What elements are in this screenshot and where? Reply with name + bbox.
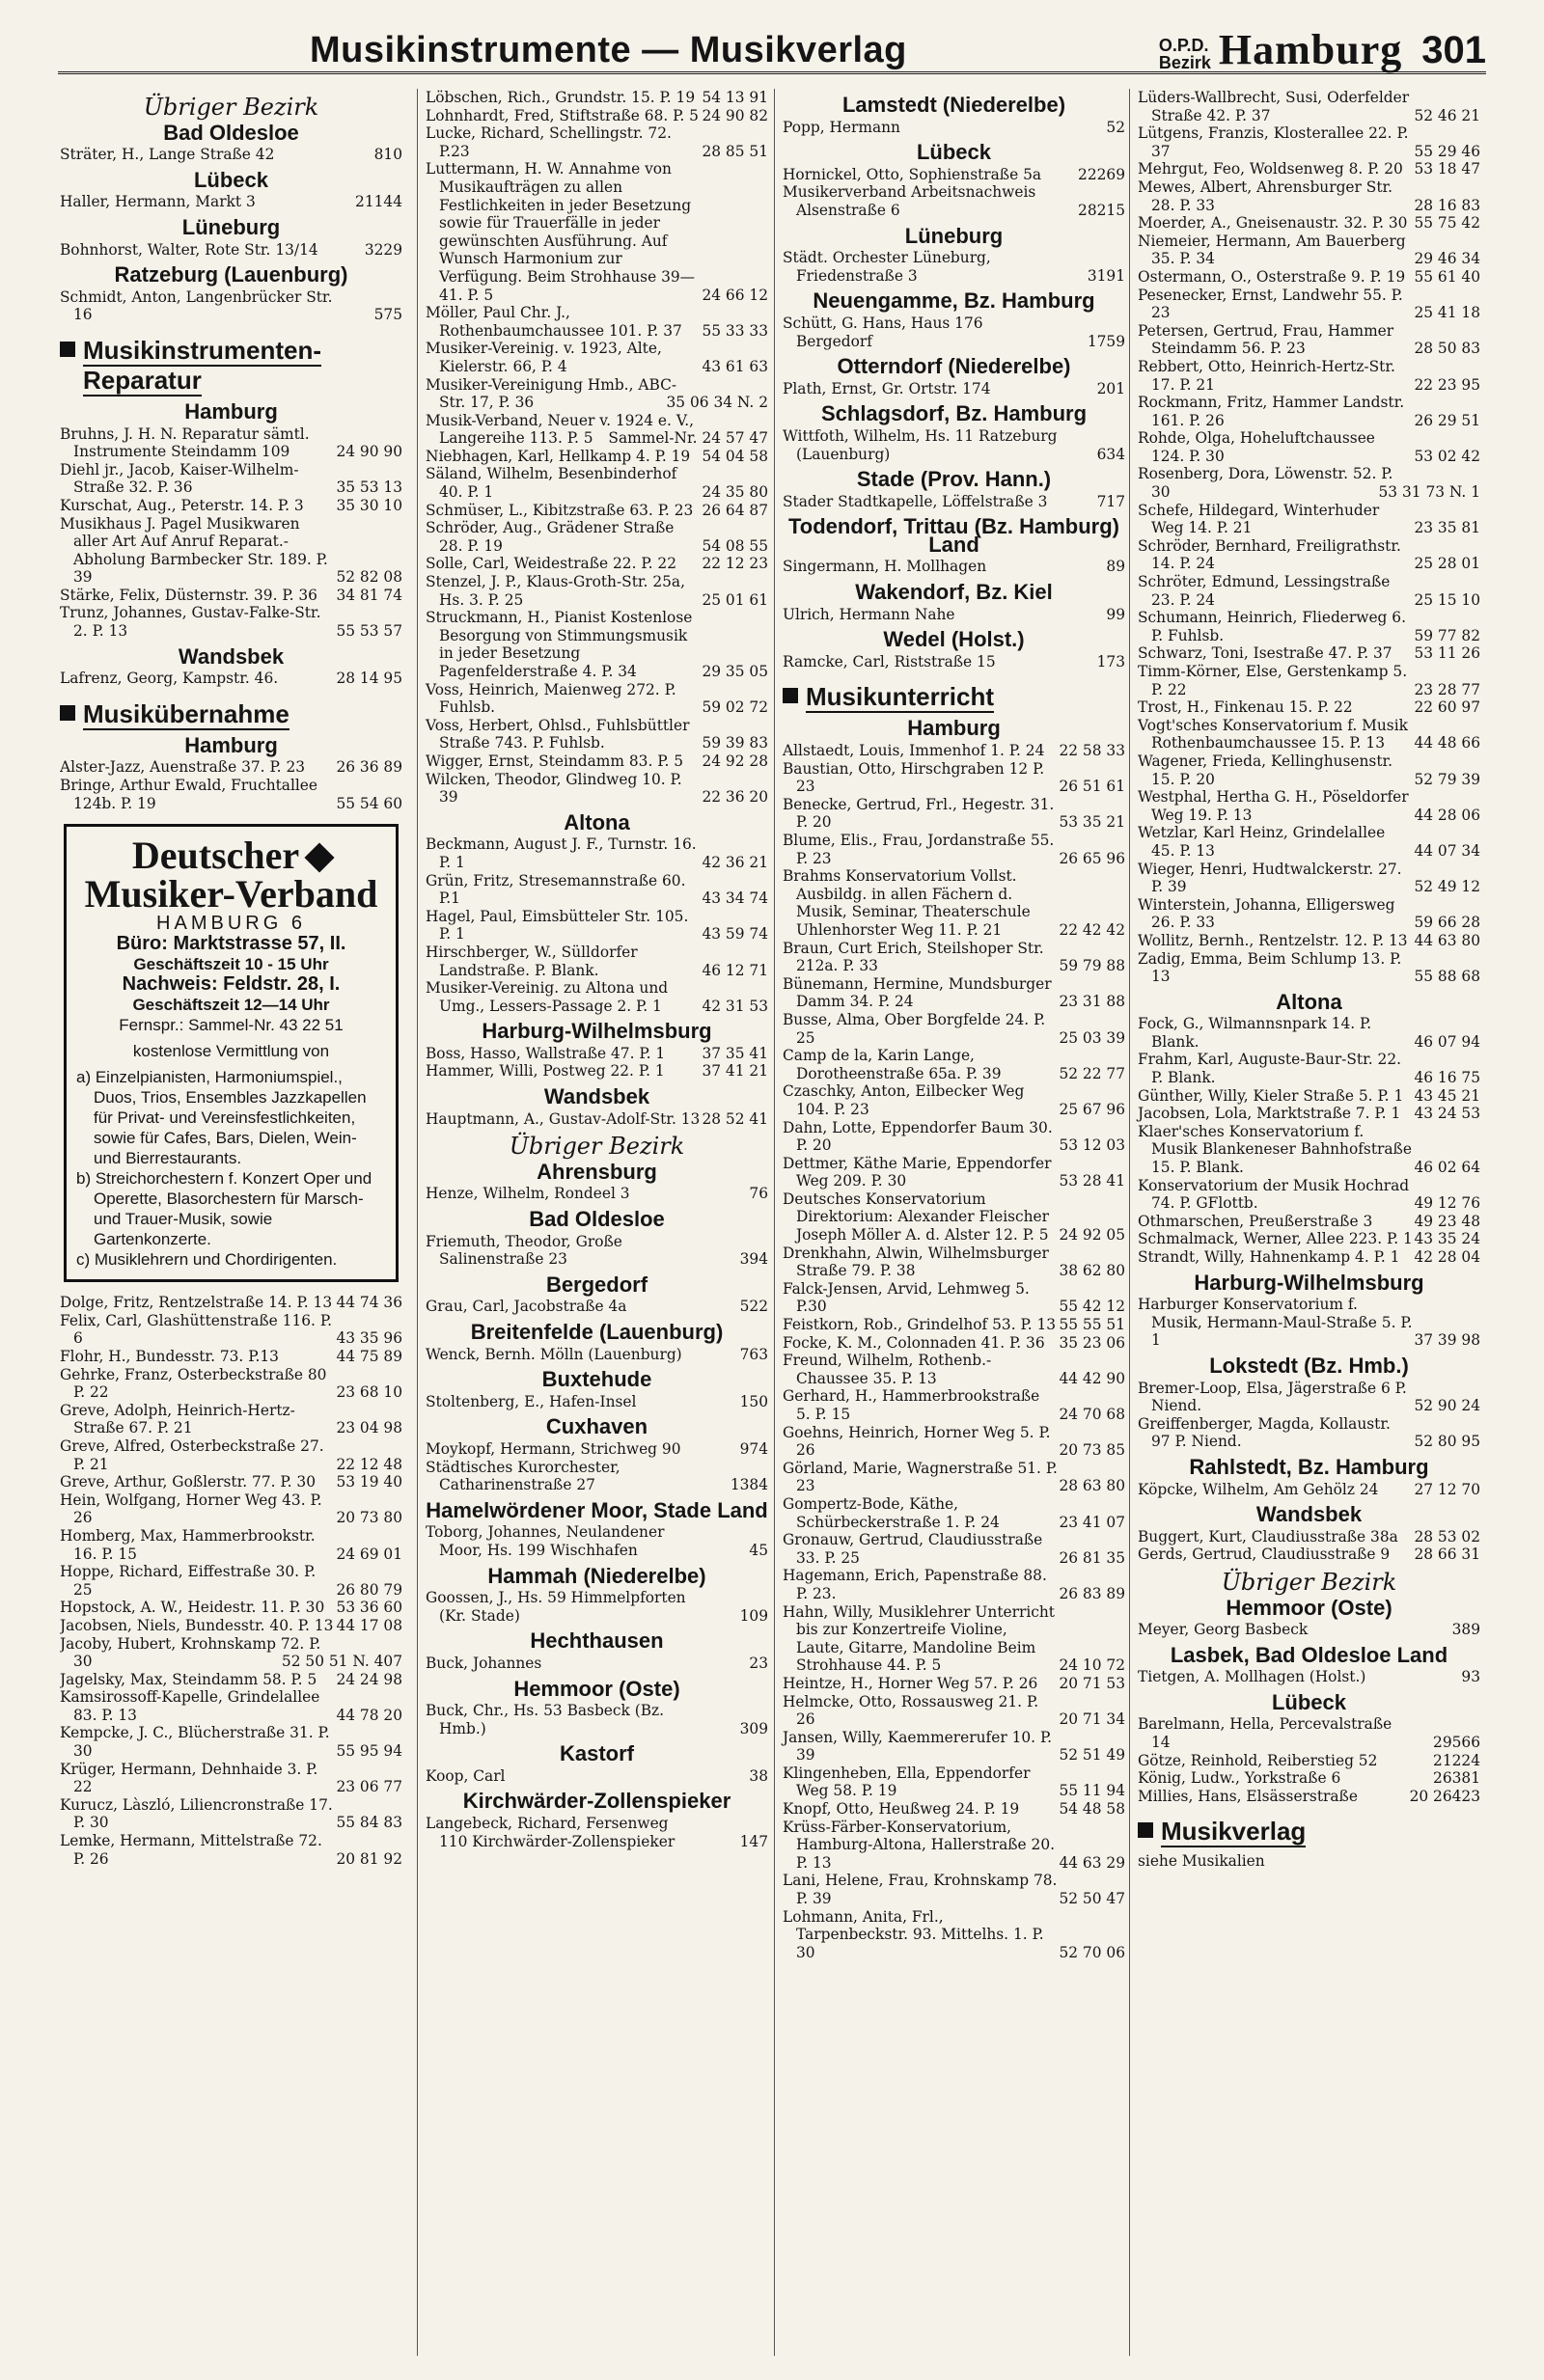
directory-entry: Grau, Carl, Jacobstraße 4a 522 [426, 1298, 768, 1316]
directory-entry: Toborg, Johannes, Neulandener Moor, Hs. 199 Wischhafen 45 [426, 1523, 768, 1559]
directory-entry: Rosenberg, Dora, Löwenstr. 52. P. 30 53 31 73 N. 1 [1138, 465, 1480, 502]
location-heading: Hemmoor (Oste) [1226, 1595, 1392, 1620]
directory-entry: Lohnhardt, Fred, Stiftstraße 68. P. 5 24 90 82 [426, 106, 768, 124]
directory-entry: Braun, Curt Erich, Steilshoper Str. 212a. P. 33 59 79 88 [783, 939, 1125, 975]
directory-entry: Busse, Alma, Ober Borgfelde 24. P. 25 25 03 39 [783, 1010, 1125, 1047]
directory-entry: Alster-Jazz, Auenstraße 37. P. 23 26 36 89 [60, 758, 402, 777]
directory-entry: Baustian, Otto, Hirschgraben 12 P. 23 26 51 61 [783, 759, 1125, 796]
directory-entry: Wieger, Henri, Hudtwalckerstr. 27. P. 39 52 49 12 [1138, 860, 1480, 896]
directory-entry: Meyer, Georg Basbeck 389 [1138, 1621, 1480, 1639]
directory-entry: Westphal, Hertha G. H., Pöseldorfer Weg 19. P. 13 44 28 06 [1138, 788, 1480, 824]
location-heading: Bad Oldesloe [529, 1207, 665, 1232]
directory-entry: Köpcke, Wilhelm, Am Gehölz 24 27 12 70 [1138, 1480, 1480, 1498]
directory-entry: Koop, Carl 38 [426, 1766, 768, 1785]
directory-entry: Stader Stadtkapelle, Löffelstraße 3 717 [783, 492, 1125, 510]
directory-entry: Deutsches Konservatorium Direktorium: Alexander Fleischer Joseph Möller A. d. Alster 12. P. 5 24 92 05 [783, 1190, 1125, 1245]
section-title: Übriger Bezirk [143, 94, 319, 121]
directory-entry: Musik-Verband, Neuer v. 1924 e. V., Langereihe 113. P. 5 Sammel-Nr. 24 57 47 [426, 411, 768, 448]
location-heading: Kastorf [559, 1741, 634, 1766]
directory-entry: Jagelsky, Max, Steindamm 58. P. 5 24 24 98 [60, 1670, 402, 1688]
directory-entry: Czaschky, Anton, Eilbecker Weg 104. P. 23 25 67 96 [783, 1082, 1125, 1118]
location-heading: Hemmoor (Oste) [513, 1676, 680, 1701]
directory-entry: Struckmann, H., Pianist Kostenlose Besorgung von Stimmungsmusik in jeder Besetzung Pagenfelderstraße 4. P. 34 29 35 05 [426, 609, 768, 680]
ad-city: HAMBURG 6 [156, 913, 306, 935]
directory-entry: Rockmann, Fritz, Hammer Landstr. 161. P. 26 26 29 51 [1138, 394, 1480, 429]
location-heading: Hamburg [184, 398, 278, 424]
directory-entry: Schwarz, Toni, Isestraße 47. P. 37 53 11 26 [1138, 644, 1480, 663]
directory-entry: Greve, Alfred, Osterbeckstraße 27. P. 21 22 12 48 [60, 1436, 402, 1473]
directory-entry: Goossen, J., Hs. 59 Himmelpforten (Kr. Stade) 109 [426, 1589, 768, 1625]
directory-entry: Falck-Jensen, Arvid, Lehmweg 5. P.30 55 42 12 [783, 1279, 1125, 1316]
directory-entry: Strandt, Willy, Hahnenkamp 4. P. 1 42 28 04 [1138, 1248, 1480, 1266]
location-heading: Wandsbek [178, 643, 285, 669]
location-heading: Lasbek, Bad Oldesloe Land [1170, 1642, 1448, 1667]
directory-entry: Bünemann, Hermine, Mundsburger Damm 34. P. 24 23 31 88 [783, 974, 1125, 1011]
directory-entry: Hein, Wolfgang, Horner Weg 43. P. 26 20 73 80 [60, 1491, 402, 1527]
location-heading: Bergedorf [545, 1272, 648, 1297]
directory-entry: Stärke, Felix, Düsternstr. 39. P. 36 34 81 74 [60, 586, 402, 604]
directory-entry: Vogt'sches Konservatorium f. Musik Rothenbaumchaussee 15. P. 13 44 48 66 [1138, 716, 1480, 752]
directory-entry: Musiker-Vereinigung Hmb., ABC-Str. 17, P. 36 35 06 34 N. 2 [426, 375, 768, 412]
ad-item: b) Streichorchestern f. Konzert Oper und Operette, Blasorchestern für Marsch- und Trauer-Musik, sowie Gartenkonzerte. [76, 1169, 372, 1249]
directory-entry: Pesenecker, Ernst, Landwehr 55. P. 23 25 41 18 [1138, 286, 1480, 322]
directory-entry: Stoltenberg, E., Hafen-Insel 150 [426, 1392, 768, 1410]
directory-entry: Säland, Wilhelm, Besenbinderhof 40. P. 1 24 35 80 [426, 465, 768, 502]
column-4 [1129, 89, 1480, 2356]
directory-entry: König, Ludw., Yorkstraße 6 26381 [1138, 1769, 1480, 1788]
location-heading: Buxtehude [541, 1367, 652, 1392]
directory-entry: Barelmann, Hella, Percevalstraße 14 29566 [1138, 1715, 1480, 1752]
location-heading: Lübeck [1271, 1689, 1347, 1714]
section-title: Übriger Bezirk [1221, 1568, 1397, 1596]
directory-entry: Harburger Konservatorium f. Musik, Hermann-Maul-Straße 5. P. 1 37 39 98 [1138, 1296, 1480, 1350]
location-heading: Altona [1276, 989, 1342, 1014]
directory-entry: Lohmann, Anita, Frl., Tarpenbeckstr. 93. Mittelhs. 1. P. 30 52 70 06 [783, 1907, 1125, 1961]
directory-entry: Lüders-Wallbrecht, Susi, Oderfelder Straße 42. P. 37 52 46 21 [1138, 89, 1480, 124]
directory-entry: Konservatorium der Musik Hochrad 74. P. GFlottb. 49 12 76 [1138, 1176, 1480, 1213]
directory-entry: Wagener, Frieda, Kellinghusenstr. 15. P. 20 52 79 39 [1138, 752, 1480, 788]
directory-entry: Krüger, Hermann, Dehnhaide 3. P. 22 23 06 77 [60, 1760, 402, 1796]
directory-entry: Friemuth, Theodor, Große Salinenstraße 23 394 [426, 1232, 768, 1269]
directory-entry: Wetzlar, Karl Heinz, Grindelallee 45. P. 13 44 07 34 [1138, 824, 1480, 860]
directory-entry: Wilcken, Theodor, Glindweg 10. P. 39 22 36 20 [426, 770, 768, 807]
directory-entry: Schröder, Aug., Grädener Straße 28. P. 19 54 08 55 [426, 519, 768, 555]
location-heading: Otterndorf (Niederelbe) [837, 354, 1071, 379]
directory-entry: Jansen, Willy, Kaemmererufer 10. P. 39 52 51 49 [783, 1728, 1125, 1764]
directory-entry: Diehl jr., Jacob, Kaiser-Wilhelm-Straße 32. P. 36 35 53 13 [60, 460, 402, 497]
location-heading: Neuengamme, Bz. Hamburg [813, 288, 1095, 314]
directory-entry: Schmidt, Anton, Langenbrücker Str. 16 575 [60, 287, 402, 324]
column-3 [774, 89, 1125, 2356]
directory-entry: Kamsirossoff-Kapelle, Grindelallee 83. P. 13 44 78 20 [60, 1688, 402, 1724]
directory-entry: Othmarschen, Preußerstraße 3 49 23 48 [1138, 1212, 1480, 1230]
ad-phone: Fernspr.: Sammel-Nr. 43 22 51 [119, 1016, 344, 1035]
directory-entry: Wittfoth, Wilhelm, Hs. 11 Ratzeburg (Lauenburg) 634 [783, 426, 1125, 463]
location-heading: Wakendorf, Bz. Kiel [855, 580, 1053, 605]
directory-entry: Wenck, Bernh. Mölln (Lauenburg) 763 [426, 1345, 768, 1363]
location-heading: Lamstedt (Niederelbe) [841, 93, 1066, 117]
directory-entry: Homberg, Max, Hammerbrookstr. 16. P. 15 24 69 01 [60, 1526, 402, 1563]
directory-entry: Günther, Willy, Kieler Straße 5. P. 1 43 45 21 [1138, 1086, 1480, 1105]
directory-entry: Langebeck, Richard, Fersenweg 110 Kirchwärder-Zollenspieker 147 [426, 1815, 768, 1850]
directory-entry: Bremer-Loop, Elsa, Jägerstraße 6 P. Niend. 52 90 24 [1138, 1379, 1480, 1415]
directory-entry: Niemeier, Hermann, Am Bauerberg 35. P. 34 29 46 34 [1138, 232, 1480, 268]
directory-entry: Schumann, Heinrich, Fliederweg 6. P. Fuhlsb. 59 77 82 [1138, 609, 1480, 644]
directory-columns [60, 89, 1498, 2356]
directory-entry: Blume, Elis., Frau, Jordanstraße 55. P. 23 26 65 96 [783, 832, 1125, 867]
directory-entry: Dettmer, Käthe Marie, Eppendorfer Weg 209. P. 30 53 28 41 [783, 1154, 1125, 1190]
ad-item: c) Musiklehrern und Chordirigenten. [76, 1250, 338, 1270]
directory-entry: Schmüser, L., Kibitzstraße 63. P. 23 26 64 87 [426, 501, 768, 519]
directory-entry: Lafrenz, Georg, Kampstr. 46. 28 14 95 [60, 670, 402, 688]
directory-entry: Bruhns, J. H. N. Reparatur sämtl. Instrumente Steindamm 109 24 90 90 [60, 424, 402, 461]
location-heading: Hamburg [184, 732, 278, 757]
directory-entry: Musikerverband Arbeitsnachweis Alsenstraße 6 28215 [783, 183, 1125, 219]
location-heading: Lübeck [193, 167, 269, 192]
location-heading: Hamelwördener Moor, Stade Land [426, 1497, 768, 1522]
directory-entry: Gronauw, Gertrud, Claudiusstraße 33. P. 25 26 81 35 [783, 1531, 1125, 1567]
advertisement-box [64, 824, 399, 1282]
location-heading: Ahrensburg [537, 1159, 657, 1184]
directory-entry: Camp de la, Karin Lange, Dorotheenstraße 65a. P. 39 52 22 77 [783, 1047, 1125, 1082]
directory-entry: Hagemann, Erich, Papenstraße 88. P. 23. 26 83 89 [783, 1567, 1125, 1602]
directory-entry: Winterstein, Johanna, Elligersweg 26. P. 33 59 66 28 [1138, 895, 1480, 932]
category-heading: Musikverlag [1138, 1817, 1480, 1847]
category-heading: Musikübernahme [60, 699, 402, 729]
directory-entry: Schefe, Hildegard, Winterhuder Weg 14. P. 21 23 35 81 [1138, 501, 1480, 537]
directory-entry: Solle, Carl, Weidestraße 22. P. 22 22 12 23 [426, 555, 768, 573]
directory-entry: Frahm, Karl, Auguste-Baur-Str. 22. P. Blank. 46 16 75 [1138, 1051, 1480, 1087]
directory-entry: Hoppe, Richard, Eiffestraße 30. P. 25 26 80 79 [60, 1563, 402, 1599]
directory-entry: Klingenheben, Ella, Eppendorfer Weg 58. P. 19 55 11 94 [783, 1764, 1125, 1800]
diamond-icon [305, 843, 335, 873]
directory-entry: Brahms Konservatorium Vollst. Ausbildg. in allen Fächern d. Musik, Seminar, Theaterschule Uhlenhorster Weg 11. P. 21 22 42 42 [783, 867, 1125, 939]
category-heading: Musikinstrumenten-Reparatur [60, 336, 402, 396]
directory-entry: Stenzel, J. P., Klaus-Groth-Str. 25a, Hs. 3. P. 25 25 01 61 [426, 573, 768, 609]
location-heading: Hechthausen [530, 1628, 664, 1654]
directory-entry: Jacobsen, Niels, Bundesstr. 40. P. 13 44 17 08 [60, 1616, 402, 1634]
district-label: O.P.D. Bezirk [1158, 36, 1211, 72]
directory-entry: Plath, Ernst, Gr. Ortstr. 174 201 [783, 379, 1125, 397]
directory-entry: Hirschberger, W., Sülldorfer Landstraße. P. Blank. 46 12 71 [426, 943, 768, 979]
directory-entry: Klaer'sches Konservatorium f. Musik Blankeneser Bahnhofstraße 15. P. Blank. 46 02 64 [1138, 1122, 1480, 1177]
location-heading: Wedel (Holst.) [883, 627, 1025, 652]
directory-entry: Jacoby, Hubert, Krohnskamp 72. P. 30 52 50 51 N. 407 [60, 1634, 402, 1671]
directory-entry: Rohde, Olga, Hoheluftchaussee 124. P. 30 53 02 42 [1138, 429, 1480, 465]
directory-entry: Mewes, Albert, Ahrensburger Str. 28. P. 33 28 16 83 [1138, 178, 1480, 214]
directory-entry: Tietgen, A. Mollhagen (Holst.) 93 [1138, 1668, 1480, 1686]
directory-entry: Gerhard, H., Hammerbrookstraße 5. P. 15 24 70 68 [783, 1387, 1125, 1423]
directory-entry: Grün, Fritz, Stresemannstraße 60. P.1 43 34 74 [426, 871, 768, 908]
section-title: Übriger Bezirk [509, 1133, 685, 1161]
directory-entry: Zadig, Emma, Beim Schlump 13. P. 13 55 88 68 [1138, 949, 1480, 986]
directory-entry: Dahn, Lotte, Eppendorfer Baum 30. P. 20 53 12 03 [783, 1118, 1125, 1155]
ad-list [76, 1067, 386, 1270]
directory-entry: Schmalmack, Werner, Allee 223. P. 1 43 35 24 [1138, 1230, 1480, 1248]
location-heading: Schlagsdorf, Bz. Hamburg [820, 401, 1088, 426]
directory-entry: Greve, Adolph, Heinrich-Hertz-Straße 67. P. 21 23 04 98 [60, 1401, 402, 1437]
directory-entry: Kurschat, Aug., Peterstr. 14. P. 3 35 30 10 [60, 496, 402, 514]
ad-title-2: Musiker-Verband [84, 872, 378, 916]
directory-entry: Städt. Orchester Lüneburg, Friedenstraße 3 3191 [783, 249, 1125, 285]
location-heading: Altona [564, 809, 630, 834]
location-heading: Wandsbek [1255, 1502, 1363, 1527]
cross-reference-note: siehe Musikalien [1138, 1852, 1265, 1871]
directory-entry: Helmcke, Otto, Rossausweg 21. P. 26 20 71 34 [783, 1692, 1125, 1729]
directory-entry: Flohr, H., Bundesstr. 73. P.13 44 75 89 [60, 1348, 402, 1365]
directory-entry: Ramcke, Carl, Riststraße 15 173 [783, 652, 1125, 670]
location-heading: Kirchwärder-Zollenspieker [462, 1789, 731, 1814]
column-1 [60, 89, 402, 2356]
directory-entry: Sträter, H., Lange Straße 42 810 [60, 146, 402, 164]
directory-entry: Moykopf, Hermann, Strichweg 90 974 [426, 1439, 768, 1458]
directory-entry: Hahn, Willy, Musiklehrer Unterricht bis zur Konzertreife Violine, Laute, Gitarre, Mandoline Beim Strohhause 44. P. 5 24 10 72 [783, 1602, 1125, 1675]
category-heading: Musikunterricht [783, 682, 1125, 712]
directory-entry: Gehrke, Franz, Osterbeckstraße 80 P. 22 23 68 10 [60, 1365, 402, 1402]
directory-entry: Krüss-Färber-Konservatorium, Hamburg-Altona, Hallerstraße 20. P. 13 44 63 29 [783, 1818, 1125, 1872]
directory-entry: Moerder, A., Gneisenaustr. 32. P. 30 55 75 42 [1138, 214, 1480, 233]
directory-entry: Ostermann, O., Osterstraße 9. P. 19 55 61 40 [1138, 267, 1480, 286]
directory-entry: Ulrich, Hermann Nahe 99 [783, 605, 1125, 623]
location-heading: Lokstedt (Bz. Hmb.) [1209, 1353, 1409, 1378]
directory-entry: Gerds, Gertrud, Claudiusstraße 9 28 66 31 [1138, 1546, 1480, 1564]
directory-entry: Felix, Carl, Glashüttenstraße 116. P. 6 43 35 96 [60, 1311, 402, 1348]
location-heading: Harburg-Wilhelmsburg [1194, 1270, 1424, 1295]
directory-entry: Götze, Reinhold, Reiberstieg 52 21224 [1138, 1751, 1480, 1769]
directory-entry: Hauptmann, A., Gustav-Adolf-Str. 13 28 52 41 [426, 1109, 768, 1128]
directory-entry: Löbschen, Rich., Grundstr. 15. P. 19 54 13 91 [426, 89, 768, 106]
ad-agency: Nachweis: Feldstr. 28, I. [122, 973, 341, 996]
location-heading: Rahlstedt, Bz. Hamburg [1189, 1454, 1429, 1479]
directory-entry: Trost, H., Finkenau 15. P. 22 22 60 97 [1138, 698, 1480, 717]
location-heading: Bad Oldesloe [163, 120, 299, 145]
directory-entry: Buggert, Kurt, Claudiusstraße 38a 28 53 02 [1138, 1527, 1480, 1546]
city-title: Hamburg [1218, 26, 1403, 73]
ad-office: Büro: Marktstrasse 57, II. [116, 933, 346, 955]
directory-entry: Städtisches Kurorchester, Catharinenstraße 27 1384 [426, 1458, 768, 1494]
running-title: Musikinstrumente — Musikverlag [309, 30, 907, 70]
location-heading: Hamburg [907, 716, 1001, 741]
directory-entry: Millies, Hans, Elsässerstraße 20 26423 [1138, 1787, 1480, 1805]
directory-entry: Fock, G., Wilmannsnpark 14. P. Blank. 46 07 94 [1138, 1015, 1480, 1051]
location-heading: Lübeck [916, 140, 992, 165]
directory-entry: Lani, Helene, Frau, Krohnskamp 78. P. 39 52 50 47 [783, 1872, 1125, 1908]
directory-entry: Haller, Hermann, Markt 3 21144 [60, 193, 402, 211]
directory-entry: Henze, Wilhelm, Rondeel 3 76 [426, 1185, 768, 1203]
page-header [58, 26, 1486, 74]
column-2 [417, 89, 768, 2356]
directory-entry: Freund, Wilhelm, Rothenb.-Chaussee 35. P. 13 44 42 90 [783, 1352, 1125, 1387]
directory-entry: Lemke, Hermann, Mittelstraße 72. P. 26 20 81 92 [60, 1832, 402, 1868]
directory-entry: Hammer, Willi, Postweg 22. P. 1 37 41 21 [426, 1062, 768, 1081]
ad-hours: Geschäftszeit 10 - 15 Uhr [133, 955, 329, 974]
directory-entry: Trunz, Johannes, Gustav-Falke-Str. 2. P. 13 55 53 57 [60, 604, 402, 641]
location-heading: Ratzeburg (Lauenburg) [114, 262, 348, 287]
directory-entry: Jacobsen, Lola, Marktstraße 7. P. 1 43 24 53 [1138, 1105, 1480, 1123]
directory-entry: Wigger, Ernst, Steindamm 83. P. 5 24 92 28 [426, 752, 768, 770]
directory-entry: Feistkorn, Rob., Grindelhof 53. P. 13 55 55 51 [783, 1316, 1125, 1334]
location-heading: Todendorf, Trittau (Bz. Hamburg) Land [787, 514, 1119, 557]
location-heading: Breitenfelde (Lauenburg) [470, 1320, 724, 1344]
directory-entry: Musikhaus J. Pagel Musikwaren aller Art Auf Anruf Reparat.-Abholung Barmbecker Str. 189. P. 39 52 82 08 [60, 514, 402, 587]
ad-intro: kostenlose Vermittlung von [132, 1042, 330, 1061]
location-heading: Lüneburg [181, 214, 281, 239]
directory-entry: Bohnhorst, Walter, Rote Str. 13/14 3229 [60, 240, 402, 259]
location-heading: Stade (Prov. Hann.) [856, 467, 1052, 492]
directory-entry: Hopstock, A. W., Heidestr. 11. P. 30 53 36 60 [60, 1599, 402, 1617]
directory-entry: Drenkhahn, Alwin, Wilhelmsburger Straße 79. P. 38 38 62 80 [783, 1244, 1125, 1280]
directory-entry: Möller, Paul Chr. J., Rothenbaumchaussee 101. P. 37 55 33 33 [426, 304, 768, 340]
directory-entry: Görland, Marie, Wagnerstraße 51. P. 23 28 63 80 [783, 1459, 1125, 1495]
directory-entry: Focke, K. M., Colonnaden 41. P. 36 35 23 06 [783, 1333, 1125, 1352]
directory-entry: Allstaedt, Louis, Immenhof 1. P. 24 22 58 33 [783, 742, 1125, 760]
directory-entry: Rebbert, Otto, Heinrich-Hertz-Str. 17. P. 21 22 23 95 [1138, 357, 1480, 394]
directory-entry: Luttermann, H. W. Annahme von Musikaufträgen zu allen Festlichkeiten in jeder Besetzung sowie für Trauerfälle in jeder gewünschten Ausführung. Auf Wunsch Harmonium zur Verfügung. Beim Strohhause 39—41. P. 5 24 66 12 [426, 160, 768, 304]
directory-entry: Dolge, Fritz, Rentzelstraße 14. P. 13 44 74 36 [60, 1294, 402, 1312]
location-heading: Wandsbek [543, 1084, 650, 1109]
location-heading: Cuxhaven [545, 1414, 648, 1439]
directory-entry: Schröter, Edmund, Lessingstraße 23. P. 24 25 15 10 [1138, 573, 1480, 609]
ad-title: Deutscher [76, 836, 386, 875]
directory-entry: Heintze, H., Horner Weg 57. P. 26 20 71 53 [783, 1674, 1125, 1692]
directory-entry: Hornickel, Otto, Sophienstraße 5a 22269 [783, 165, 1125, 183]
directory-entry: Kurucz, Làszló, Liliencronstraße 17. P. 30 55 84 83 [60, 1795, 402, 1832]
directory-entry: Knopf, Otto, Heußweg 24. P. 19 54 48 58 [783, 1800, 1125, 1819]
directory-entry: Buck, Johannes 23 [426, 1654, 768, 1672]
directory-entry: Musiker-Vereinig. v. 1923, Alte, Kielerstr. 66, P. 4 43 61 63 [426, 340, 768, 375]
directory-entry: Greve, Arthur, Goßlerstr. 77. P. 30 53 19 40 [60, 1473, 402, 1491]
directory-entry: Singermann, H. Mollhagen 89 [783, 558, 1125, 576]
directory-entry: Voss, Heinrich, Maienweg 272. P. Fuhlsb. 59 02 72 [426, 680, 768, 717]
ad-item: a) Einzelpianisten, Harmoniumspiel., Duos, Trios, Ensembles Jazzkapellen für Privat- und Vereinsfestlichkeiten, sowie für Cafes, Bars, Dielen, Wein- und Bierrestaurants. [76, 1068, 367, 1168]
location-heading: Hammah (Niederelbe) [487, 1563, 706, 1588]
directory-entry: Gompertz-Bode, Käthe, Schürbeckerstraße 1. P. 24 23 41 07 [783, 1494, 1125, 1531]
directory-entry: Wollitz, Bernh., Rentzelstr. 12. P. 13 44 63 80 [1138, 931, 1480, 949]
directory-entry: Goehns, Heinrich, Horner Weg 5. P. 26 20 73 85 [783, 1423, 1125, 1460]
directory-entry: Greiffenberger, Magda, Kollaustr. 97 P. Niend. 52 80 95 [1138, 1414, 1480, 1451]
directory-entry: Timm-Körner, Else, Gerstenkamp 5. P. 22 23 28 77 [1138, 663, 1480, 698]
directory-entry: Petersen, Gertrud, Frau, Hammer Steindamm 56. P. 23 28 50 83 [1138, 321, 1480, 358]
directory-entry: Voss, Herbert, Ohlsd., Fuhlsbüttler Straße 743. P. Fuhlsb. 59 39 83 [426, 716, 768, 752]
location-heading: Harburg-Wilhelmsburg [482, 1019, 712, 1044]
directory-entry: Lütgens, Franzis, Klosterallee 22. P. 37 55 29 46 [1138, 124, 1480, 160]
directory-entry: Hagel, Paul, Eimsbütteler Str. 105. P. 1 43 59 74 [426, 907, 768, 944]
directory-entry: Mehrgut, Feo, Woldsenweg 8. P. 20 53 18 47 [1138, 160, 1480, 178]
directory-entry: Boss, Hasso, Wallstraße 47. P. 1 37 35 41 [426, 1044, 768, 1062]
page-number: 301 [1421, 29, 1486, 71]
directory-entry: Buck, Chr., Hs. 53 Basbeck (Bz. Hmb.) 309 [426, 1702, 768, 1737]
directory-entry: Niebhagen, Karl, Hellkamp 4. P. 19 54 04 58 [426, 447, 768, 465]
directory-entry: Kempcke, J. C., Blücherstraße 31. P. 30 55 95 94 [60, 1724, 402, 1761]
directory-entry: Benecke, Gertrud, Frl., Hegestr. 31. P. 20 53 35 21 [783, 795, 1125, 832]
ad-agency-hours: Geschäftszeit 12—14 Uhr [132, 996, 330, 1015]
directory-entry: Popp, Hermann 52 [783, 118, 1125, 136]
directory-entry: Musiker-Vereinig. zu Altona und Umg., Lessers-Passage 2. P. 1 42 31 53 [426, 979, 768, 1015]
directory-entry: Beckmann, August J. F., Turnstr. 16. P. 1 42 36 21 [426, 835, 768, 871]
directory-entry: Schütt, G. Hans, Haus 176 Bergedorf 1759 [783, 314, 1125, 350]
location-heading: Lüneburg [904, 223, 1004, 248]
directory-entry: Lucke, Richard, Schellingstr. 72. P.23 28 85 51 [426, 124, 768, 160]
directory-entry: Schröder, Bernhard, Freiligrathstr. 14. P. 24 25 28 01 [1138, 536, 1480, 573]
directory-entry: Bringe, Arthur Ewald, Fruchtallee 124b. P. 19 55 54 60 [60, 777, 402, 812]
